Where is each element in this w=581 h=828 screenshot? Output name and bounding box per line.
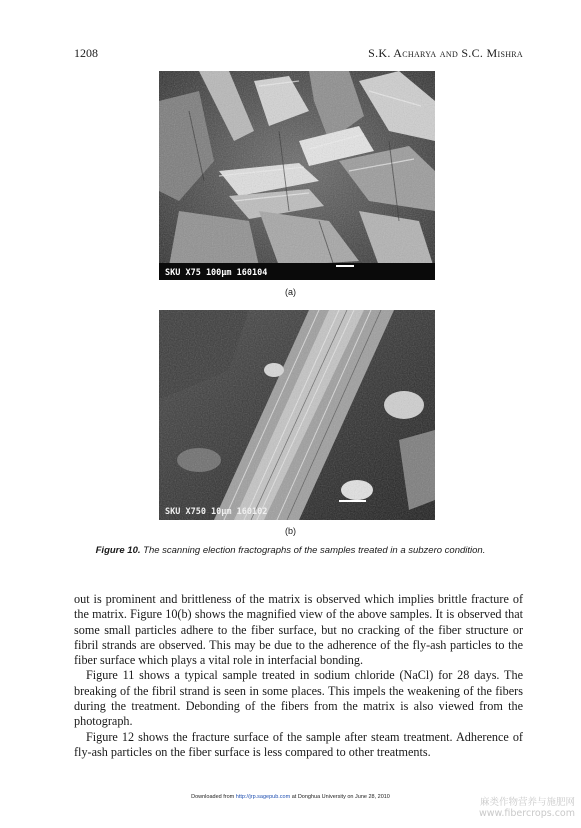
paragraph-1: out is prominent and brittleness of the matrix is observed which implies brittle fracture of the matrix. Figure 10(b) shows the magnified view of the above samples. It is observed that some small particles adhere to the fiber surface, but no cracking of the fiber structure or fibril strands are observed. This may be due to the adherence of the fly-ash particles to the fiber surface which plays a vital role in interfacial bonding.	[74, 592, 523, 668]
footer-prefix: Downloaded from	[191, 794, 235, 800]
panel-label-b: (b)	[285, 526, 296, 536]
footer-link[interactable]: http://jrp.sagepub.com	[235, 794, 291, 800]
watermark-url: www.fibercrops.com	[478, 808, 575, 819]
micrograph-a	[159, 71, 435, 280]
scale-bar-text-a: SKU X75 100µm 160104	[165, 268, 268, 278]
paragraph-2: Figure 11 shows a typical sample treated in sodium chloride (NaCl) for 28 days. The breaking of the fibril strand is seen in some places. This impels the weakening of the fibers during the treatment. Debonding of the fibers from the matrix is also viewed from the photograph.	[74, 668, 523, 729]
body-text	[74, 592, 523, 760]
watermark-cn: 麻类作物营养与施肥网	[479, 797, 575, 808]
paragraph-3: Figure 12 shows the fracture surface of the sample after steam treatment. Adherence of fly-ash particles on the fiber surface is less compared to other treatments.	[74, 729, 523, 759]
figure-caption-lead: Figure 10.	[95, 545, 141, 556]
figure-caption	[0, 545, 581, 556]
watermark	[479, 797, 575, 819]
figure-caption-text: The scanning election fractographs of the samples treated in a subzero condition.	[143, 545, 486, 556]
running-head-authors: S.K. Acharya and S.C. Mishra	[368, 46, 523, 60]
panel-label-a: (a)	[285, 287, 296, 297]
micrograph-b	[159, 310, 435, 520]
scale-bar-text-b: SKU X750 10µm 160102	[165, 507, 268, 517]
page-number: 1208	[74, 46, 98, 60]
footer-suffix: at Donghua University on June 28, 2010	[291, 794, 390, 800]
